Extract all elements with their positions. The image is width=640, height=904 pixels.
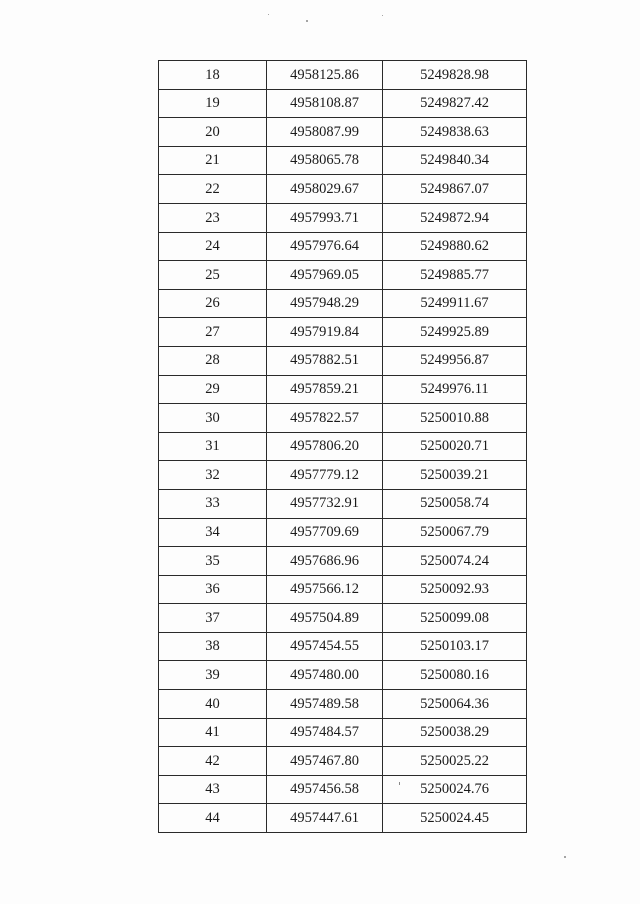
x-coordinate-cell: 4958108.87 [267,89,383,118]
y-coordinate-cell: 5249976.11 [383,375,527,404]
x-coordinate-cell: 4957447.61 [267,804,383,833]
point-number-cell: 39 [159,661,267,690]
table-row [159,661,527,690]
x-coordinate-cell: 4958065.78 [267,146,383,175]
table-row [159,375,527,404]
table-row [159,346,527,375]
point-number-cell: 23 [159,203,267,232]
point-number-cell: 34 [159,518,267,547]
x-coordinate-cell: 4957976.64 [267,232,383,261]
x-coordinate-cell: 4957948.29 [267,289,383,318]
point-number-cell: 21 [159,146,267,175]
point-number-cell: 20 [159,118,267,147]
point-number-cell: 36 [159,575,267,604]
table-row [159,804,527,833]
y-coordinate-cell: 5250038.29 [383,718,527,747]
table-row [159,489,527,518]
x-coordinate-cell: 4957919.84 [267,318,383,347]
point-number-cell: 28 [159,346,267,375]
x-coordinate-cell: 4957993.71 [267,203,383,232]
table-row [159,775,527,804]
x-coordinate-cell: 4957566.12 [267,575,383,604]
y-coordinate-cell: 5249867.07 [383,175,527,204]
scan-speck [268,14,269,15]
table-row [159,146,527,175]
table-row [159,747,527,776]
y-coordinate-cell: 5250039.21 [383,461,527,490]
y-coordinate-cell: 5249828.98 [383,61,527,90]
point-number-cell: 33 [159,489,267,518]
y-coordinate-cell: 5249956.87 [383,346,527,375]
point-number-cell: 37 [159,604,267,633]
point-number-cell: 31 [159,432,267,461]
x-coordinate-cell: 4957732.91 [267,489,383,518]
x-coordinate-cell: 4958029.67 [267,175,383,204]
table-row [159,318,527,347]
x-coordinate-cell: 4957822.57 [267,404,383,433]
y-coordinate-cell: 5249838.63 [383,118,527,147]
x-coordinate-cell: 4957467.80 [267,747,383,776]
point-number-cell: 24 [159,232,267,261]
table-row [159,232,527,261]
table-row [159,547,527,576]
point-number-cell: 43 [159,775,267,804]
y-coordinate-cell: 5250024.76 [383,775,527,804]
y-coordinate-cell: 5250024.45 [383,804,527,833]
y-coordinate-cell: 5250064.36 [383,690,527,719]
point-number-cell: 25 [159,261,267,290]
scan-speck [399,782,400,785]
point-number-cell: 38 [159,632,267,661]
y-coordinate-cell: 5249880.62 [383,232,527,261]
point-number-cell: 19 [159,89,267,118]
point-number-cell: 35 [159,547,267,576]
y-coordinate-cell: 5250058.74 [383,489,527,518]
point-number-cell: 27 [159,318,267,347]
table-row [159,175,527,204]
y-coordinate-cell: 5249911.67 [383,289,527,318]
coordinates-table [158,60,527,833]
y-coordinate-cell: 5249925.89 [383,318,527,347]
table-row [159,461,527,490]
x-coordinate-cell: 4958125.86 [267,61,383,90]
table-row [159,575,527,604]
scan-speck [306,20,308,22]
y-coordinate-cell: 5249872.94 [383,203,527,232]
y-coordinate-cell: 5250020.71 [383,432,527,461]
y-coordinate-cell: 5249840.34 [383,146,527,175]
y-coordinate-cell: 5250099.08 [383,604,527,633]
x-coordinate-cell: 4958087.99 [267,118,383,147]
point-number-cell: 40 [159,690,267,719]
x-coordinate-cell: 4957484.57 [267,718,383,747]
table-row [159,203,527,232]
x-coordinate-cell: 4957709.69 [267,518,383,547]
y-coordinate-cell: 5250074.24 [383,547,527,576]
point-number-cell: 30 [159,404,267,433]
table-row [159,690,527,719]
x-coordinate-cell: 4957779.12 [267,461,383,490]
table-row [159,518,527,547]
y-coordinate-cell: 5250067.79 [383,518,527,547]
table-row [159,61,527,90]
x-coordinate-cell: 4957882.51 [267,346,383,375]
x-coordinate-cell: 4957969.05 [267,261,383,290]
table-row [159,404,527,433]
point-number-cell: 29 [159,375,267,404]
point-number-cell: 44 [159,804,267,833]
table-row [159,632,527,661]
x-coordinate-cell: 4957504.89 [267,604,383,633]
table-row [159,432,527,461]
table-row [159,261,527,290]
x-coordinate-cell: 4957806.20 [267,432,383,461]
y-coordinate-cell: 5249885.77 [383,261,527,290]
y-coordinate-cell: 5250092.93 [383,575,527,604]
y-coordinate-cell: 5250103.17 [383,632,527,661]
coordinates-table-body [159,61,527,833]
table-row [159,118,527,147]
x-coordinate-cell: 4957489.58 [267,690,383,719]
table-row [159,289,527,318]
x-coordinate-cell: 4957859.21 [267,375,383,404]
x-coordinate-cell: 4957454.55 [267,632,383,661]
table-row [159,604,527,633]
point-number-cell: 32 [159,461,267,490]
point-number-cell: 41 [159,718,267,747]
point-number-cell: 22 [159,175,267,204]
point-number-cell: 18 [159,61,267,90]
x-coordinate-cell: 4957686.96 [267,547,383,576]
table-row [159,718,527,747]
y-coordinate-cell: 5250010.88 [383,404,527,433]
scan-speck [564,856,566,858]
y-coordinate-cell: 5250080.16 [383,661,527,690]
scan-speck [382,15,383,16]
x-coordinate-cell: 4957480.00 [267,661,383,690]
table-row [159,89,527,118]
x-coordinate-cell: 4957456.58 [267,775,383,804]
point-number-cell: 26 [159,289,267,318]
y-coordinate-cell: 5249827.42 [383,89,527,118]
y-coordinate-cell: 5250025.22 [383,747,527,776]
point-number-cell: 42 [159,747,267,776]
